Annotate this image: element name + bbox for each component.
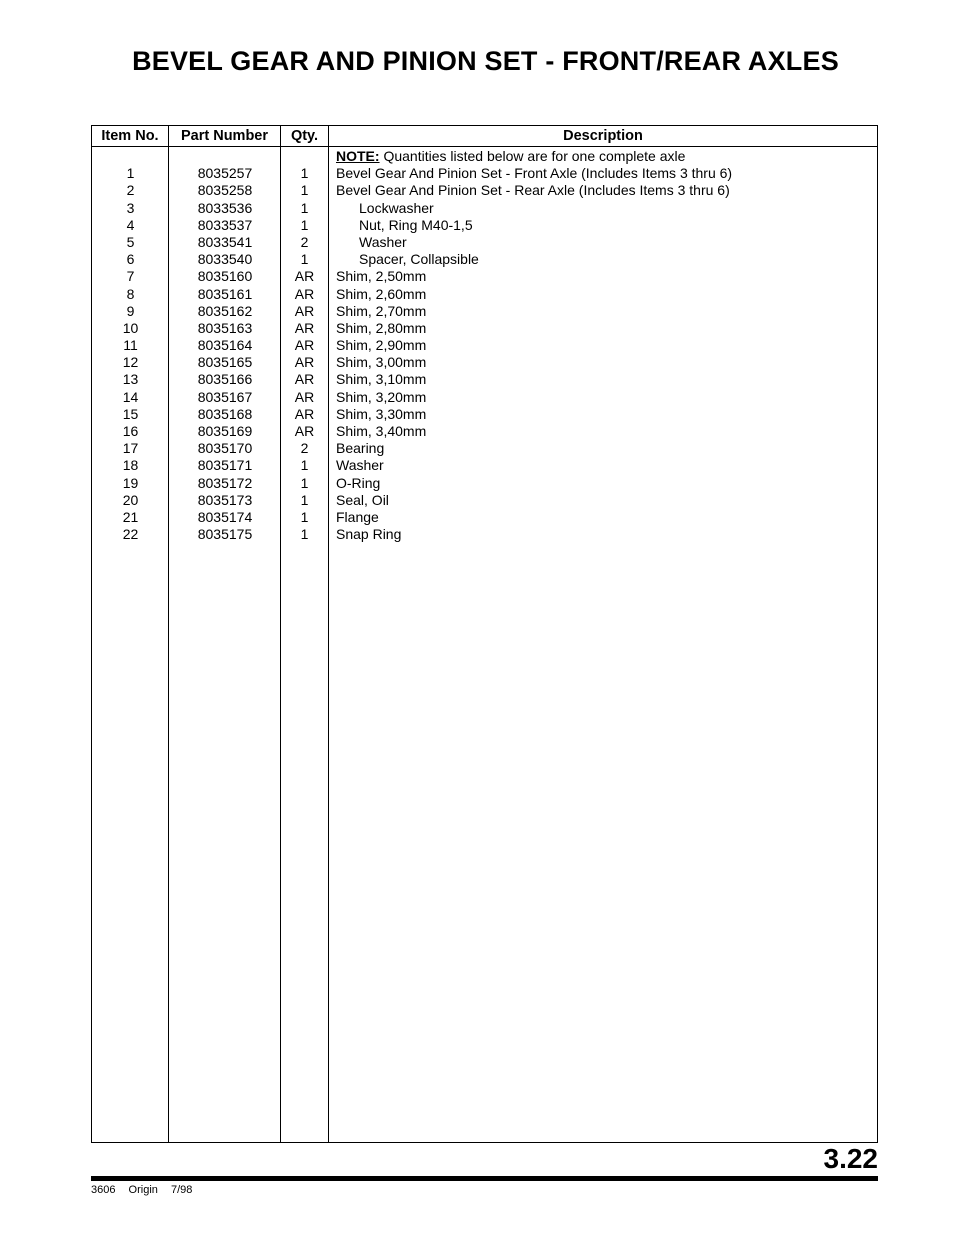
part-number-cell: 8033540 [197, 251, 253, 268]
table-row [92, 165, 877, 182]
qty-cell: 1 [300, 526, 309, 543]
qty-cell: AR [294, 371, 315, 388]
table-row [92, 509, 877, 526]
part-number-cell: 8035168 [197, 405, 253, 422]
table-row [92, 268, 877, 285]
qty-cell: AR [294, 405, 315, 422]
table-row [92, 371, 877, 388]
table-row [92, 286, 877, 303]
page-number: 3.22 [823, 1143, 878, 1174]
item-no-cell: 1 [126, 165, 135, 182]
part-number-cell: 8035162 [197, 302, 253, 319]
qty-cell: AR [294, 268, 315, 285]
description-cell: Bevel Gear And Pinion Set - Rear Axle (Includes Items 3 thru 6) [336, 182, 730, 199]
part-number-cell: 8035172 [197, 474, 253, 491]
part-number-cell: 8033536 [197, 199, 253, 216]
table-row [92, 389, 877, 406]
part-number-cell: 8035173 [197, 491, 253, 508]
table-row [92, 303, 877, 320]
note [336, 148, 685, 165]
description-cell: Snap Ring [336, 526, 402, 543]
item-no-cell: 12 [122, 354, 139, 371]
table-body [92, 148, 877, 543]
part-number-cell: 8035164 [197, 337, 253, 354]
note-label: NOTE: [336, 148, 380, 164]
item-no-cell: 20 [122, 491, 139, 508]
note-text: Quantities listed below are for one complete axle [383, 148, 686, 164]
qty-cell: 2 [300, 440, 309, 457]
qty-cell: 1 [300, 199, 309, 216]
item-no-cell: 4 [126, 216, 135, 233]
header-divider [92, 146, 877, 147]
part-number-cell: 8035166 [197, 371, 253, 388]
item-no-cell: 13 [122, 371, 139, 388]
item-no-cell: 5 [126, 233, 135, 250]
part-number-cell: 8033537 [197, 216, 253, 233]
page-title: BEVEL GEAR AND PINION SET - FRONT/REAR AXLES [132, 46, 839, 76]
item-no-cell: 16 [122, 423, 139, 439]
item-no-cell: 18 [122, 457, 139, 474]
item-no-cell: 21 [122, 508, 139, 525]
part-number-cell: 8035167 [197, 388, 253, 405]
description-cell: Flange [336, 508, 379, 525]
item-no-cell: 17 [122, 440, 139, 457]
description-cell: Shim, 2,50mm [336, 268, 427, 285]
part-number-cell: 8035171 [197, 457, 253, 474]
table-row [92, 457, 877, 474]
qty-cell: AR [294, 354, 315, 371]
qty-cell: AR [294, 319, 315, 336]
item-no-cell: 3 [126, 199, 135, 216]
description-cell: Spacer, Collapsible [359, 251, 479, 268]
part-number-cell: 8035169 [197, 423, 253, 439]
description-cell: Shim, 3,20mm [336, 388, 427, 405]
footer-date: 7/98 [170, 1184, 193, 1196]
table-row [92, 354, 877, 371]
part-number-cell: 8035165 [197, 354, 253, 371]
part-number-cell: 8033541 [197, 233, 253, 250]
qty-cell: AR [294, 302, 315, 319]
table-row [92, 217, 877, 234]
item-no-cell: 9 [126, 302, 135, 319]
item-no-cell: 2 [126, 182, 135, 199]
parts-table [91, 125, 878, 1143]
table-row [92, 234, 877, 251]
description-cell: Shim, 2,60mm [336, 285, 427, 302]
description-cell: Shim, 2,80mm [336, 319, 427, 336]
qty-cell: AR [294, 423, 315, 439]
table-row [92, 423, 877, 440]
table-row [92, 475, 877, 492]
footer [91, 1184, 202, 1196]
qty-cell: AR [294, 337, 315, 354]
description-cell: Nut, Ring M40-1,5 [359, 216, 473, 233]
part-number-cell: 8035258 [197, 182, 253, 199]
footer-model: 3606 [91, 1184, 116, 1196]
description-cell: Washer [359, 233, 407, 250]
footer-rule [91, 1176, 878, 1181]
part-number-cell: 8035161 [197, 285, 253, 302]
description-cell: Seal, Oil [336, 491, 389, 508]
item-no-cell: 7 [126, 268, 135, 285]
item-no-cell: 6 [126, 251, 135, 268]
qty-cell: 1 [300, 474, 309, 491]
description-cell: Shim, 3,40mm [336, 423, 427, 439]
qty-cell: 1 [300, 457, 309, 474]
qty-cell: 1 [300, 182, 309, 199]
qty-cell: 1 [300, 251, 309, 268]
qty-cell: 1 [300, 491, 309, 508]
item-no-cell: 19 [122, 474, 139, 491]
description-cell: Shim, 3,30mm [336, 405, 427, 422]
description-cell: O-Ring [336, 474, 381, 491]
description-cell: Washer [336, 457, 384, 474]
table-row [92, 337, 877, 354]
item-no-cell: 8 [126, 285, 135, 302]
description-cell: Shim, 3,10mm [336, 371, 427, 388]
part-number-cell: 8035170 [197, 440, 253, 457]
header-description: Description [563, 128, 643, 144]
table-row [92, 320, 877, 337]
qty-cell: 1 [300, 508, 309, 525]
header-item-no: Item No. [101, 128, 159, 144]
part-number-cell: 8035174 [197, 508, 253, 525]
qty-cell: 1 [300, 165, 309, 182]
description-cell: Lockwasher [359, 199, 434, 216]
table-row [92, 251, 877, 268]
table-row [92, 526, 877, 543]
table-row [92, 440, 877, 457]
qty-cell: 2 [300, 233, 309, 250]
note-row [92, 148, 877, 165]
header-qty: Qty. [290, 128, 319, 144]
table-row [92, 406, 877, 423]
description-cell: Bearing [336, 440, 385, 457]
qty-cell: AR [294, 285, 315, 302]
item-no-cell: 14 [122, 388, 139, 405]
item-no-cell: 15 [122, 405, 139, 422]
qty-cell: AR [294, 388, 315, 405]
description-cell: Shim, 2,70mm [336, 302, 427, 319]
item-no-cell: 22 [122, 526, 139, 543]
footer-label: Origin [128, 1184, 158, 1196]
table-row [92, 200, 877, 217]
item-no-cell: 11 [123, 337, 138, 354]
part-number-cell: 8035163 [197, 319, 253, 336]
description-cell: Shim, 2,90mm [336, 337, 427, 354]
part-number-cell: 8035160 [197, 268, 253, 285]
header-part-number: Part Number [180, 128, 269, 144]
part-number-cell: 8035175 [197, 526, 253, 543]
part-number-cell: 8035257 [197, 165, 253, 182]
description-cell: Bevel Gear And Pinion Set - Front Axle (Includes Items 3 thru 6) [336, 165, 733, 182]
qty-cell: 1 [300, 216, 309, 233]
table-row [92, 492, 877, 509]
item-no-cell: 10 [122, 319, 139, 336]
table-row [92, 182, 877, 199]
description-cell: Shim, 3,00mm [336, 354, 427, 371]
